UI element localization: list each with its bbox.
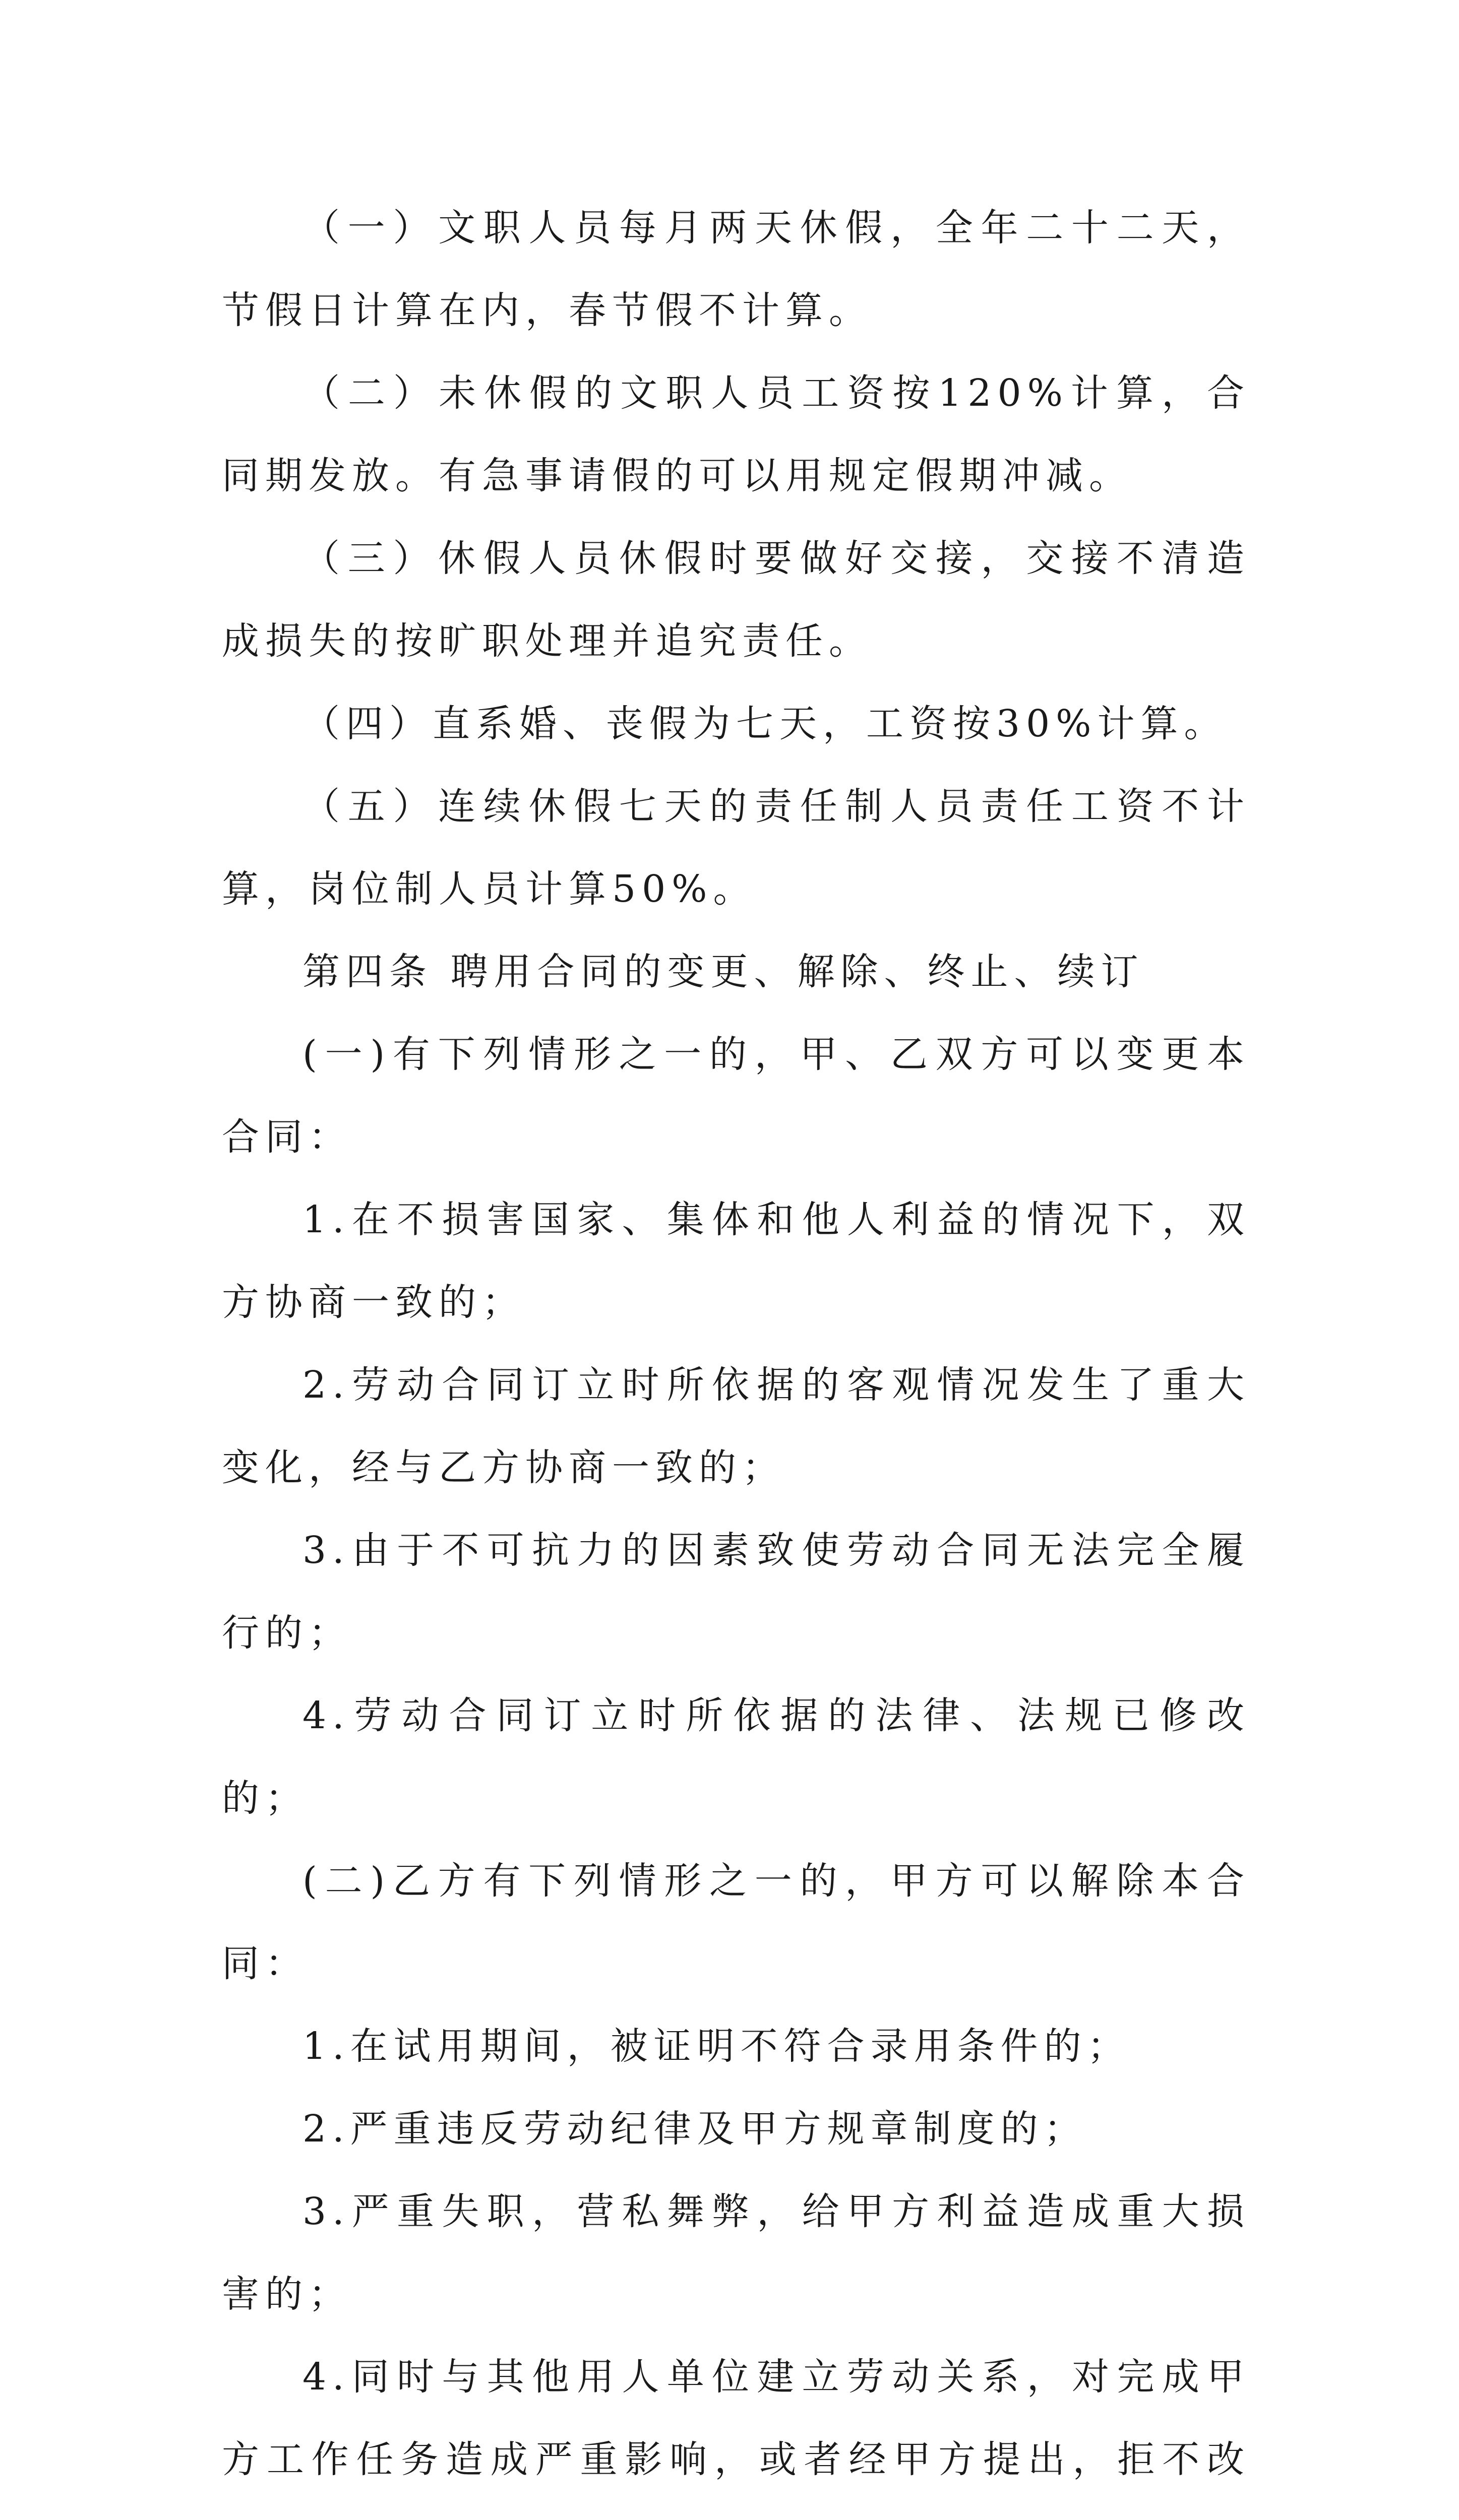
termination-item-3: 3.严重失职，营私舞弊，给甲方利益造成重大损害的； bbox=[222, 2190, 1250, 2316]
paragraph-leave-2: （二）未休假的文职人员工资按120%计算，合同期发放。有急事请假的可以用规定假期冲减。 bbox=[222, 371, 1250, 497]
change-item-4: 4.劳动合同订立时所依据的法律、法规已修改的； bbox=[222, 1694, 1250, 1820]
change-item-2: 2.劳动合同订立时所依据的客观情况发生了重大变化，经与乙方协商一致的； bbox=[222, 1363, 1250, 1489]
paragraph-leave-5: （五）连续休假七天的责任制人员责任工资不计算，岗位制人员计算50%。 bbox=[222, 785, 1250, 911]
paragraph-leave-4: （四）直系婚、丧假为七天，工资按30%计算。 bbox=[302, 702, 1228, 745]
document-body bbox=[222, 186, 1250, 2520]
paragraph-leave-1: （一）文职人员每月两天休假，全年二十二天，节假日计算在内，春节假不计算。 bbox=[222, 206, 1250, 332]
article-heading: 第四条 聘用合同的变更、解除、终止、续订 bbox=[302, 950, 1144, 993]
paragraph-leave-3: （三）休假人员休假时要做好交接，交接不清造成损失的按旷职处理并追究责任。 bbox=[222, 537, 1250, 663]
section-termination-heading: (二)乙方有下列情形之一的，甲方可以解除本合同： bbox=[222, 1859, 1250, 1985]
change-item-3: 3.由于不可抗力的因素致使劳动合同无法完全履行的； bbox=[222, 1529, 1250, 1655]
change-item-1: 1.在不损害国家、集体和他人利益的情况下，双方协商一致的； bbox=[222, 1198, 1250, 1324]
section-change-heading: (一)有下列情形之一的，甲、乙双方可以变更本合同： bbox=[222, 1033, 1250, 1159]
termination-item-4: 4.同时与其他用人单位建立劳动关系，对完成甲方工作任务造成严重影响，或者经甲方提出，拒不改 bbox=[222, 2355, 1250, 2481]
termination-item-1: 1.在试用期间，被证明不符合录用条件的； bbox=[302, 2025, 1131, 2068]
termination-item-2: 2.严重违反劳动纪律及甲方规章制度的； bbox=[302, 2107, 1087, 2151]
